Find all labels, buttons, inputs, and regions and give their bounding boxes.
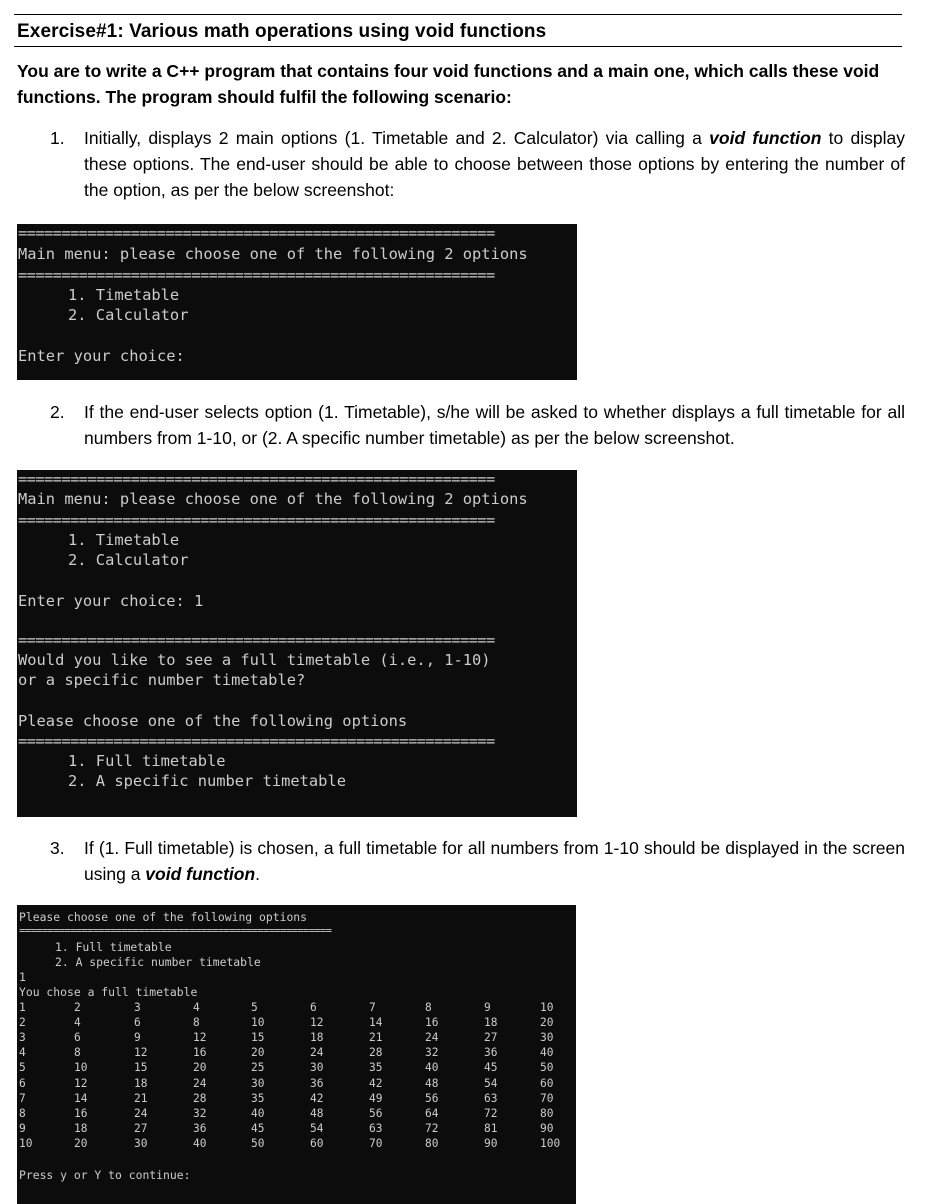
timetable-cell: 9 (19, 1121, 26, 1135)
timetable-cell: 54 (310, 1121, 324, 1135)
timetable-cell: 16 (425, 1016, 439, 1030)
timetable-cell: 45 (251, 1121, 265, 1135)
timetable-cell: 63 (369, 1121, 383, 1135)
console-continue-prompt: Press y or Y to continue: (19, 1168, 191, 1182)
timetable-cell: 25 (251, 1061, 265, 1075)
timetable-cell: 16 (193, 1046, 207, 1060)
timetable-cell: 20 (251, 1046, 265, 1060)
timetable-cell: 7 (19, 1091, 26, 1105)
timetable-cell: 18 (134, 1076, 148, 1090)
timetable-cell: 42 (310, 1091, 324, 1105)
timetable-cell: 24 (310, 1046, 324, 1060)
timetable-cell: 40 (540, 1046, 554, 1060)
timetable-cell: 42 (369, 1076, 383, 1090)
console-option: 1. Full timetable (55, 940, 172, 954)
timetable-cell: 36 (310, 1076, 324, 1090)
timetable-cell: 20 (74, 1136, 88, 1150)
timetable-cell: 8 (193, 1016, 200, 1030)
console-menu-title: Main menu: please choose one of the following 2 options (18, 490, 528, 508)
timetable-cell: 60 (310, 1136, 324, 1150)
console-prompt: Enter your choice: 1 (18, 592, 204, 610)
timetable-cell: 14 (369, 1016, 383, 1030)
timetable-cell: 30 (540, 1031, 554, 1045)
timetable-cell: 56 (425, 1091, 439, 1105)
timetable-cell: 72 (484, 1106, 498, 1120)
timetable-cell: 9 (484, 1001, 491, 1014)
timetable-cell: 8 (74, 1046, 81, 1060)
timetable-cell: 6 (19, 1076, 26, 1090)
timetable-cell: 40 (251, 1106, 265, 1120)
timetable-cell: 7 (369, 1001, 376, 1014)
step-text: If the end-user selects option (1. Timetable), s/he will be asked to whether displays a full timetable for all numbers from 1-10, or (2. A specific number timetable) as per the below screenshot. (84, 402, 905, 448)
step-number: 3. (50, 838, 65, 858)
step-number: 2. (50, 402, 65, 422)
console-question: Would you like to see a full timetable (i.e., 1-10) (18, 651, 491, 669)
timetable-cell: 64 (425, 1106, 439, 1120)
timetable-cell: 30 (251, 1076, 265, 1090)
timetable-cell: 21 (134, 1091, 148, 1105)
timetable-cell: 72 (425, 1121, 439, 1135)
timetable-cell: 15 (251, 1031, 265, 1045)
timetable-cell: 81 (484, 1121, 498, 1135)
timetable-cell: 12 (310, 1016, 324, 1030)
timetable-cell: 60 (540, 1076, 554, 1090)
timetable-cell: 2 (74, 1001, 81, 1014)
console-choose-label: Please choose one of the following options (18, 712, 408, 730)
timetable-cell: 28 (193, 1091, 207, 1105)
emphasis: void function (145, 864, 256, 884)
timetable-cell: 80 (425, 1136, 439, 1150)
timetable-cell: 27 (484, 1031, 498, 1045)
console-screenshot-main-menu: ======================================================= Main menu: please choose one of the following 2 options ======================================================= 1. Timetable 2. Calculator Enter your choice: (17, 224, 577, 380)
timetable-cell: 49 (369, 1091, 383, 1105)
console-option: 2. Calculator (68, 306, 189, 324)
timetable-cell: 24 (425, 1031, 439, 1045)
timetable-cell: 30 (310, 1061, 324, 1075)
console-question: or a specific number timetable? (18, 671, 306, 689)
timetable-cell: 10 (74, 1061, 88, 1075)
intro-paragraph: You are to write a C++ program that contains four void functions and a main one, which calls these void functions. The program should fulfil the following scenario: (17, 61, 880, 107)
step-1 (50, 125, 905, 203)
step-3 (50, 835, 905, 887)
timetable-cell: 14 (74, 1091, 88, 1105)
timetable-cell: 2 (19, 1016, 26, 1030)
timetable-cell: 12 (193, 1031, 207, 1045)
timetable-cell: 54 (484, 1076, 498, 1090)
console-option: 1. Timetable (68, 286, 180, 304)
timetable-cell: 15 (134, 1061, 148, 1075)
timetable-cell: 36 (484, 1046, 498, 1060)
timetable-cell: 10 (540, 1001, 554, 1014)
timetable-cell: 10 (19, 1136, 33, 1150)
console-option: 2. A specific number timetable (55, 955, 261, 969)
timetable-cell: 35 (369, 1061, 383, 1075)
timetable-cell: 18 (484, 1016, 498, 1030)
step-text: If (1. Full timetable) is chosen, a full timetable for all numbers from 1-10 should be displayed in the screen using a void function. (84, 838, 905, 884)
timetable-cell: 70 (540, 1091, 554, 1105)
timetable-cell: 4 (74, 1016, 81, 1030)
console-screenshot-full-timetable: Please choose one of the following options ======================================================= 1. Full timetable 2. A specific number timetable 1 You chose a full timetable 1 2 3 4 5 6 7 8 9 10 2 4 6 8 10 12 14 16 18 20 3 6 9 12 15 18 21 24 27 30 4 8 12 16 20 24 28 32 36 40 5 10 15 20 25 30 35 40 45 50 6 12 18 24 30 36 42 48 54 60 7 14 21 28 35 42 49 56 63 70 8 16 24 32 40 48 56 64 72 80 9 18 27 36 45 54 63 72 81 90 10 20 30 40 50 60 70 80 90 100 Press y or Y to continue: (17, 905, 576, 1204)
top-rule (14, 14, 902, 15)
timetable-cell: 1 (19, 1001, 26, 1014)
timetable-cell: 5 (19, 1061, 26, 1075)
timetable-cell: 20 (193, 1061, 207, 1075)
timetable-cell: 70 (369, 1136, 383, 1150)
timetable-cell: 5 (251, 1001, 258, 1014)
timetable-cell: 3 (19, 1031, 26, 1045)
step-text: Initially, displays 2 main options (1. Timetable and 2. Calculator) via calling a void function to display these options. The end-user should be able to choose between those options by entering the number of the option, as per the below screenshot: (84, 128, 905, 200)
console-chose-label: You chose a full timetable (19, 985, 198, 999)
timetable-cell: 8 (19, 1106, 26, 1120)
timetable-cell: 80 (540, 1106, 554, 1120)
timetable-cell: 32 (193, 1106, 207, 1120)
console-input: 1 (19, 970, 26, 984)
console-prompt: Enter your choice: (18, 347, 185, 365)
timetable-cell: 63 (484, 1091, 498, 1105)
timetable-cell: 100 (540, 1136, 561, 1150)
timetable-cell: 40 (193, 1136, 207, 1150)
timetable-cell: 18 (310, 1031, 324, 1045)
timetable-cell: 27 (134, 1121, 148, 1135)
console-option: 2. A specific number timetable (68, 772, 346, 790)
timetable-cell: 40 (425, 1061, 439, 1075)
step-2 (50, 399, 905, 451)
title-underline (14, 46, 902, 47)
timetable-cell: 50 (251, 1136, 265, 1150)
timetable-cell: 24 (134, 1106, 148, 1120)
timetable-cell: 50 (540, 1061, 554, 1075)
timetable-cell: 6 (310, 1001, 317, 1014)
timetable-cell: 32 (425, 1046, 439, 1060)
timetable-cell: 4 (19, 1046, 26, 1060)
console-option: 1. Full timetable (68, 752, 226, 770)
timetable-cell: 24 (193, 1076, 207, 1090)
timetable-cell: 16 (74, 1106, 88, 1120)
console-choose-label: Please choose one of the following options (19, 910, 308, 924)
timetable-cell: 20 (540, 1016, 554, 1030)
emphasis: void function (709, 128, 822, 148)
timetable-cell: 10 (251, 1016, 265, 1030)
timetable-cell: 48 (425, 1076, 439, 1090)
timetable-cell: 45 (484, 1061, 498, 1075)
timetable-cell: 36 (193, 1121, 207, 1135)
timetable-cell: 12 (74, 1076, 88, 1090)
console-option: 1. Timetable (68, 531, 180, 549)
timetable-cell: 21 (369, 1031, 383, 1045)
timetable-cell: 9 (134, 1031, 141, 1045)
console-menu-title: Main menu: please choose one of the following 2 options (18, 245, 528, 263)
timetable-cell: 4 (193, 1001, 200, 1014)
timetable-cell: 90 (540, 1121, 554, 1135)
timetable-cell: 90 (484, 1136, 498, 1150)
timetable-cell: 28 (369, 1046, 383, 1060)
timetable-cell: 3 (134, 1001, 141, 1014)
step-number: 1. (50, 128, 65, 148)
timetable-cell: 18 (74, 1121, 88, 1135)
timetable-cell: 6 (134, 1016, 141, 1030)
console-screenshot-timetable-options: ======================================================= Main menu: please choose one of the following 2 options ======================================================= 1. Timetable 2. Calculator Enter your choice: 1 ======================================================= Would you like to see a full timetable (i.e., 1-10) or a specific number timetable? Please choose one of the following options ======================================================= 1. Full timetable 2. A specific number timetable (17, 470, 577, 817)
timetable-cell: 6 (74, 1031, 81, 1045)
timetable-cell: 12 (134, 1046, 148, 1060)
console-option: 2. Calculator (68, 551, 189, 569)
exercise-title: Exercise#1: Various math operations using void functions (17, 21, 547, 42)
timetable-cell: 56 (369, 1106, 383, 1120)
timetable-cell: 48 (310, 1106, 324, 1120)
timetable-cell: 30 (134, 1136, 148, 1150)
timetable-cell: 35 (251, 1091, 265, 1105)
timetable-cell: 8 (425, 1001, 432, 1014)
